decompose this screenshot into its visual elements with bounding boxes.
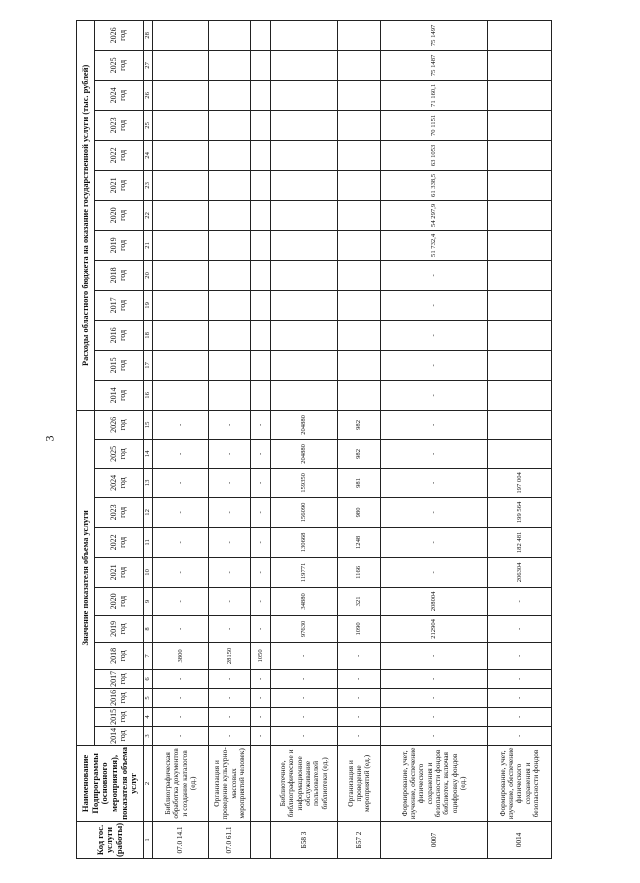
volume-value-cell: - (209, 587, 251, 615)
expense-value-cell (153, 170, 209, 200)
expense-value-cell: 70 1151 (381, 110, 488, 140)
column-number: 17 (144, 350, 153, 380)
volume-value-cell: - (271, 726, 338, 745)
expense-value-cell (251, 110, 271, 140)
volume-value-cell: 156090 (271, 497, 338, 527)
expense-value-cell (271, 20, 338, 50)
name-header: Наименование Подпрограммы (основного мероприятия), показателя объема услуг (77, 745, 144, 821)
volume-value-cell: - (209, 615, 251, 642)
year-header-row (95, 20, 144, 858)
volume-value-cell: - (381, 527, 488, 557)
volume-value-cell: - (338, 669, 381, 688)
column-number: 24 (144, 140, 153, 170)
volume-value-cell: - (251, 527, 271, 557)
volume-value-cell: 204880 (271, 439, 338, 468)
expense-value-cell (488, 380, 552, 410)
column-number: 13 (144, 468, 153, 497)
volume-value-cell: 982 (338, 439, 381, 468)
volume-value-cell (488, 439, 552, 468)
expense-value-cell (153, 380, 209, 410)
expense-value-cell (271, 110, 338, 140)
volume-value-cell: 1166 (338, 557, 381, 587)
expense-value-cell (209, 380, 251, 410)
column-number: 7 (144, 642, 153, 669)
volume-value-cell: - (153, 587, 209, 615)
service-code-cell: 0007 (381, 821, 488, 858)
volume-value-cell: - (209, 410, 251, 439)
expense-value-cell (271, 200, 338, 230)
volume-value-cell: - (251, 688, 271, 707)
expense-value-cell (251, 140, 271, 170)
column-number: 3 (144, 726, 153, 745)
expense-value-cell (209, 140, 251, 170)
column-number: 26 (144, 80, 153, 110)
volume-value-cell: - (153, 557, 209, 587)
volume-value-cell: 206304 (488, 557, 552, 587)
expense-value-cell (251, 20, 271, 50)
expense-value-cell (488, 260, 552, 290)
service-code-cell: Б58 3 (271, 821, 338, 858)
volume-value-cell: - (271, 688, 338, 707)
expense-value-cell (271, 350, 338, 380)
service-code-cell: Б57 2 (338, 821, 381, 858)
column-number: 8 (144, 615, 153, 642)
volume-value-cell: - (251, 468, 271, 497)
column-number: 20 (144, 260, 153, 290)
column-number: 5 (144, 688, 153, 707)
volume-value-cell: - (251, 439, 271, 468)
column-number: 25 (144, 110, 153, 140)
expense-value-cell (488, 170, 552, 200)
expense-value-cell: - (381, 260, 488, 290)
column-number: 22 (144, 200, 153, 230)
expense-value-cell (271, 80, 338, 110)
volume-year-header: 2022 год (95, 527, 144, 557)
expense-value-cell: - (381, 290, 488, 320)
expense-value-cell (488, 200, 552, 230)
volume-value-cell: - (209, 726, 251, 745)
expense-value-cell (251, 290, 271, 320)
column-number: 4 (144, 707, 153, 726)
volume-year-header: 2017 год (95, 669, 144, 688)
expense-value-cell (153, 350, 209, 380)
column-number: 27 (144, 50, 153, 80)
expense-year-header: 2026 год (95, 20, 144, 50)
expense-value-cell (251, 380, 271, 410)
expense-value-cell: 71 160,1 (381, 80, 488, 110)
volume-value-cell: 34880 (271, 587, 338, 615)
expense-value-cell (209, 170, 251, 200)
volume-value-cell: - (488, 587, 552, 615)
volume-value-cell: 28150 (209, 642, 251, 669)
expense-value-cell (271, 380, 338, 410)
column-number: 6 (144, 669, 153, 688)
volume-value-cell: - (209, 527, 251, 557)
expense-value-cell (271, 50, 338, 80)
expense-value-cell (338, 200, 381, 230)
expense-value-cell (338, 170, 381, 200)
expense-value-cell (488, 110, 552, 140)
volume-value-cell: - (153, 707, 209, 726)
column-number: 10 (144, 557, 153, 587)
volume-value-cell: - (381, 726, 488, 745)
expense-year-header: 2024 год (95, 80, 144, 110)
expense-value-cell (153, 110, 209, 140)
service-name-cell: Формирование, учет, изучение, обеспечение физического сохранения и безопасности фондов библиотек, включая оцифровку фондов (ед.) (381, 745, 488, 821)
volume-value-cell: - (381, 439, 488, 468)
expense-value-cell (153, 260, 209, 290)
expense-value-cell (271, 260, 338, 290)
expense-value-cell (209, 290, 251, 320)
expense-value-cell (338, 350, 381, 380)
volume-value-cell: - (209, 688, 251, 707)
volume-value-cell: - (338, 688, 381, 707)
expense-value-cell (251, 170, 271, 200)
expense-value-cell (271, 170, 338, 200)
table-row (209, 20, 251, 858)
volume-value-cell: - (381, 707, 488, 726)
volume-value-cell: 119771 (271, 557, 338, 587)
column-number: 9 (144, 587, 153, 615)
expense-year-header: 2014 год (95, 380, 144, 410)
volume-value-cell: - (338, 726, 381, 745)
volume-value-cell: - (251, 726, 271, 745)
volume-value-cell: - (209, 669, 251, 688)
expense-value-cell (271, 230, 338, 260)
expense-value-cell (338, 20, 381, 50)
volume-value-cell: - (153, 497, 209, 527)
column-number: 16 (144, 380, 153, 410)
volume-value-cell: - (209, 707, 251, 726)
expense-value-cell (271, 140, 338, 170)
expense-value-cell (251, 260, 271, 290)
expense-value-cell (251, 230, 271, 260)
volume-year-header: 2018 год (95, 642, 144, 669)
volume-value-cell: - (338, 707, 381, 726)
volume-value-cell: 130668 (271, 527, 338, 557)
expense-value-cell (209, 350, 251, 380)
expense-value-cell (271, 290, 338, 320)
page-number: 3 (42, 435, 57, 442)
expense-value-cell (338, 230, 381, 260)
volume-value-cell: - (381, 497, 488, 527)
volume-value-cell: - (209, 439, 251, 468)
volume-year-header: 2025 год (95, 439, 144, 468)
expense-value-cell (338, 50, 381, 80)
volume-value-cell: 981 (338, 468, 381, 497)
volume-value-cell: - (251, 615, 271, 642)
expense-value-cell (153, 20, 209, 50)
volume-value-cell: 1050 (251, 642, 271, 669)
expense-group-header: Расходы областного бюджета на оказание государственной услуги (тыс. рублей) (77, 20, 95, 410)
volume-year-header: 2015 год (95, 707, 144, 726)
column-number: 23 (144, 170, 153, 200)
expense-value-cell (488, 290, 552, 320)
volume-year-header: 2024 год (95, 468, 144, 497)
expense-value-cell: - (381, 320, 488, 350)
volume-value-cell: - (271, 669, 338, 688)
expense-value-cell (488, 350, 552, 380)
expense-value-cell (153, 140, 209, 170)
volume-value-cell: - (251, 410, 271, 439)
volume-value-cell: - (271, 707, 338, 726)
volume-value-cell: 3800 (153, 642, 209, 669)
volume-value-cell: - (488, 669, 552, 688)
volume-year-header: 2021 год (95, 557, 144, 587)
volume-value-cell: 321 (338, 587, 381, 615)
expense-value-cell (338, 110, 381, 140)
volume-year-header: 2019 год (95, 615, 144, 642)
expense-value-cell (488, 140, 552, 170)
volume-year-header: 2016 год (95, 688, 144, 707)
volume-value-cell: - (153, 527, 209, 557)
volume-value-cell: 208004 (381, 587, 488, 615)
expense-value-cell (488, 50, 552, 80)
volume-value-cell: - (153, 439, 209, 468)
volume-value-cell: 199 564 (488, 497, 552, 527)
expense-year-header: 2017 год (95, 290, 144, 320)
expense-value-cell (209, 20, 251, 50)
table-row (251, 20, 271, 858)
volume-value-cell: - (251, 497, 271, 527)
table-row (381, 20, 488, 858)
expense-value-cell (488, 20, 552, 50)
expense-value-cell (338, 380, 381, 410)
expense-year-header: 2020 год (95, 200, 144, 230)
expense-value-cell (338, 260, 381, 290)
volume-value-cell: 982 (338, 410, 381, 439)
volume-value-cell (488, 410, 552, 439)
volume-value-cell: - (153, 410, 209, 439)
expense-value-cell: - (381, 380, 488, 410)
volume-value-cell: 159350 (271, 468, 338, 497)
expense-year-header: 2022 год (95, 140, 144, 170)
column-number: 21 (144, 230, 153, 260)
volume-value-cell: - (153, 669, 209, 688)
service-name-cell: Организация и проведение культурно-массовых мероприятий человек) (209, 745, 251, 821)
volume-value-cell: - (488, 642, 552, 669)
volume-value-cell: - (488, 688, 552, 707)
volume-value-cell: 182 481 (488, 527, 552, 557)
expense-value-cell (209, 110, 251, 140)
expense-value-cell (338, 320, 381, 350)
column-number: 1 (144, 821, 153, 858)
service-name-cell: Формирование, учет, изучение, обеспечение физического сохранения и безопасности фондов (488, 745, 552, 821)
expense-value-cell (251, 200, 271, 230)
expense-year-header: 2015 год (95, 350, 144, 380)
expense-value-cell: 75 1487 (381, 50, 488, 80)
volume-value-cell: - (209, 497, 251, 527)
volume-value-cell: - (209, 557, 251, 587)
code-header: Код гос. услуги (работы) (77, 821, 144, 858)
volume-value-cell: - (153, 615, 209, 642)
column-number: 14 (144, 439, 153, 468)
expense-value-cell: 75 1497 (381, 20, 488, 50)
volume-value-cell: - (381, 688, 488, 707)
expense-value-cell (488, 80, 552, 110)
volume-year-header: 2014 год (95, 726, 144, 745)
column-number-row (144, 20, 153, 858)
expense-year-header: 2023 год (95, 110, 144, 140)
volume-value-cell: - (251, 587, 271, 615)
table-row (488, 20, 552, 858)
expense-value-cell (251, 50, 271, 80)
volume-value-cell: - (488, 615, 552, 642)
volume-year-header: 2020 год (95, 587, 144, 615)
expense-value-cell (209, 200, 251, 230)
service-name-cell: Библиотечное, библиографическое и информационное обслуживание пользователей библиотеки (ед.) (271, 745, 338, 821)
service-code-cell: 07.0 61.1 (209, 821, 251, 858)
expense-value-cell (271, 320, 338, 350)
volume-value-cell: - (209, 468, 251, 497)
volume-value-cell: - (381, 410, 488, 439)
volume-value-cell: 1090 (338, 615, 381, 642)
expense-value-cell (338, 80, 381, 110)
service-code-cell (251, 821, 271, 858)
column-number: 2 (144, 745, 153, 821)
expense-year-header: 2018 год (95, 260, 144, 290)
expense-value-cell (153, 290, 209, 320)
volume-value-cell: - (381, 669, 488, 688)
volume-group-header: Значение показателя объема услуги (77, 410, 95, 745)
volume-year-header: 2026 год (95, 410, 144, 439)
expense-value-cell (338, 140, 381, 170)
expense-value-cell (153, 320, 209, 350)
expense-value-cell (209, 230, 251, 260)
expense-value-cell (488, 230, 552, 260)
expense-value-cell: 54 297,9 (381, 200, 488, 230)
volume-value-cell: 212904 (381, 615, 488, 642)
volume-value-cell: - (381, 642, 488, 669)
expense-value-cell: 61 338,5 (381, 170, 488, 200)
expense-value-cell (251, 80, 271, 110)
volume-value-cell: - (153, 468, 209, 497)
volume-value-cell: - (251, 707, 271, 726)
service-code-cell: 07.0 14.1 (153, 821, 209, 858)
expense-year-header: 2019 год (95, 230, 144, 260)
volume-value-cell: 197 004 (488, 468, 552, 497)
expense-value-cell (209, 260, 251, 290)
expense-value-cell (209, 80, 251, 110)
volume-value-cell: - (251, 557, 271, 587)
column-number: 11 (144, 527, 153, 557)
volume-value-cell: - (271, 642, 338, 669)
volume-value-cell: - (251, 669, 271, 688)
table-body (153, 20, 552, 858)
column-number: 18 (144, 320, 153, 350)
volume-value-cell: - (381, 557, 488, 587)
expense-value-cell (153, 230, 209, 260)
volume-value-cell: - (488, 707, 552, 726)
expense-value-cell (209, 320, 251, 350)
rotated-table-frame (76, 19, 640, 859)
table-row (153, 20, 209, 858)
column-number: 12 (144, 497, 153, 527)
expense-value-cell (153, 50, 209, 80)
expense-year-header: 2016 год (95, 320, 144, 350)
expense-value-cell (153, 200, 209, 230)
volume-value-cell: - (488, 726, 552, 745)
expense-value-cell (338, 290, 381, 320)
volume-value-cell: 1248 (338, 527, 381, 557)
volume-value-cell: - (153, 688, 209, 707)
volume-value-cell: 97630 (271, 615, 338, 642)
expense-value-cell: - (381, 350, 488, 380)
expense-value-cell (251, 350, 271, 380)
service-name-cell: Библиографическая обработка документов и создание каталогов (ед.) (153, 745, 209, 821)
expense-value-cell: 63 1053 (381, 140, 488, 170)
service-code-cell: 0014 (488, 821, 552, 858)
expense-year-header: 2025 год (95, 50, 144, 80)
table-row (271, 20, 338, 858)
expense-value-cell (488, 320, 552, 350)
column-number: 19 (144, 290, 153, 320)
volume-value-cell: - (153, 726, 209, 745)
expense-value-cell (209, 50, 251, 80)
expense-year-header: 2021 год (95, 170, 144, 200)
expense-value-cell: 51 732,4 (381, 230, 488, 260)
service-name-cell (251, 745, 271, 821)
volume-value-cell: 980 (338, 497, 381, 527)
volume-value-cell: 204880 (271, 410, 338, 439)
table-row (338, 20, 381, 858)
column-number: 15 (144, 410, 153, 439)
service-name-cell: Организация и проведение мероприятий (ед.) (338, 745, 381, 821)
expense-value-cell (153, 80, 209, 110)
volume-value-cell: - (381, 468, 488, 497)
services-table (76, 20, 552, 859)
volume-year-header: 2023 год (95, 497, 144, 527)
expense-value-cell (251, 320, 271, 350)
column-number: 28 (144, 20, 153, 50)
volume-value-cell: - (338, 642, 381, 669)
